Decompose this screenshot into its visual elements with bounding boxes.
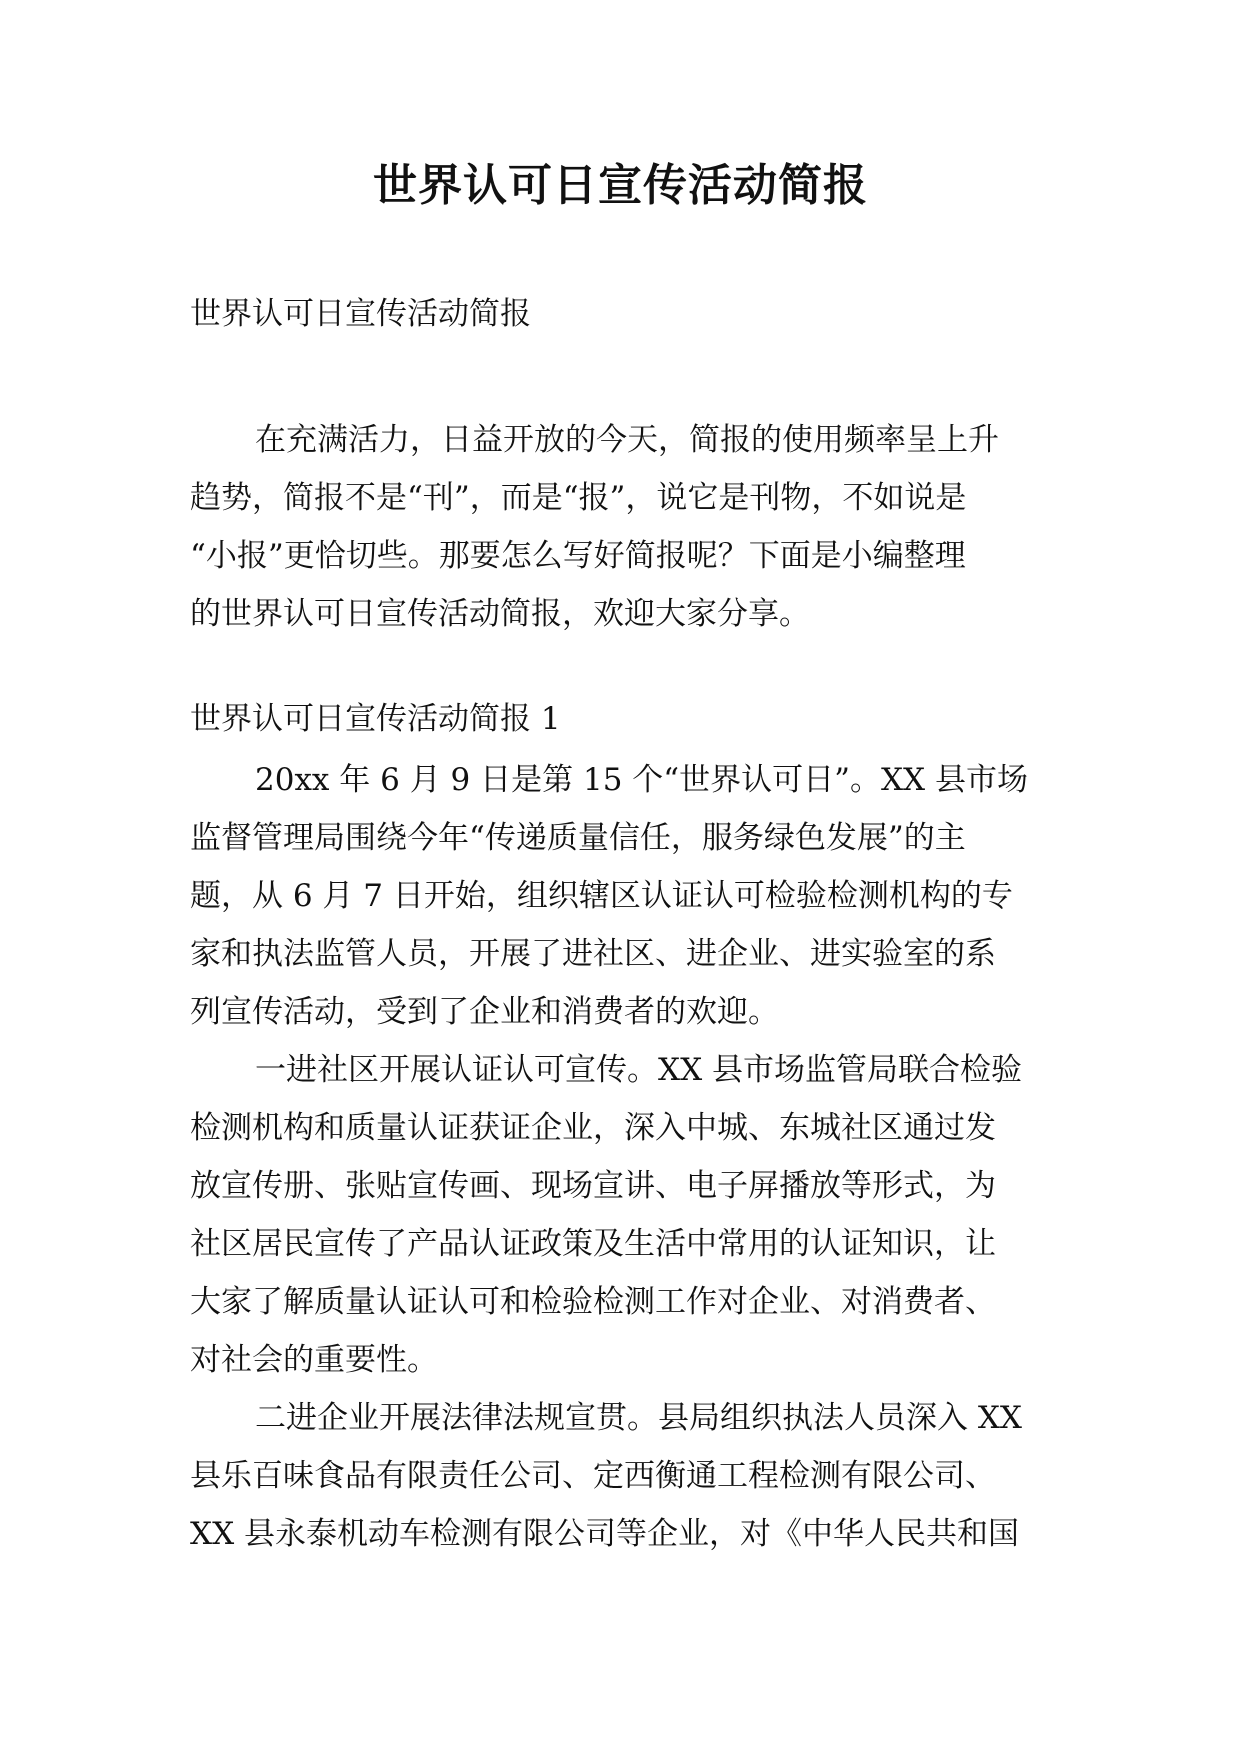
intro-paragraph <box>190 411 1052 643</box>
body-line: 放宣传册、张贴宣传画、现场宣讲、电子屏播放等形式，为 <box>190 1168 996 1204</box>
section-heading: 世界认可日宣传活动简报 1 <box>190 701 561 737</box>
body-line: 大家了解质量认证认可和检验检测工作对企业、对消费者、 <box>190 1284 996 1320</box>
intro-line: 的世界认可日宣传活动简报，欢迎大家分享。 <box>190 596 810 632</box>
body-line: 题，从 6 月 7 日开始，组织辖区认证认可检验检测机构的专 <box>190 878 1013 914</box>
intro-line: 趋势，简报不是“刊”，而是“报”，说它是刊物，不如说是 <box>190 480 967 516</box>
body-line: 二进企业开展法律法规宣贯。县局组织执法人员深入 XX <box>255 1400 1022 1436</box>
body-line: 监督管理局围绕今年“传递质量信任，服务绿色发展”的主 <box>190 820 966 856</box>
intro-line: “小报”更恰切些。那要怎么写好简报呢？下面是小编整理 <box>190 538 966 574</box>
body-line: 一进社区开展认证认可宣传。XX 县市场监管局联合检验 <box>255 1052 1022 1088</box>
body-line: 检测机构和质量认证获证企业，深入中城、东城社区通过发 <box>190 1110 996 1146</box>
body-line: 县乐百味食品有限责任公司、定西衡通工程检测有限公司、 <box>190 1458 996 1494</box>
body-line: 家和执法监管人员，开展了进社区、进企业、进实验室的系 <box>190 936 996 972</box>
section-body <box>190 751 1052 1563</box>
document-title: 世界认可日宣传活动简报 <box>373 160 868 211</box>
body-line: 列宣传活动，受到了企业和消费者的欢迎。 <box>190 994 779 1030</box>
intro-line: 在充满活力，日益开放的今天，简报的使用频率呈上升 <box>255 422 999 458</box>
body-line: 20xx 年 6 月 9 日是第 15 个“世界认可日”。XX 县市场 <box>255 762 1028 798</box>
body-line: 对社会的重要性。 <box>190 1342 438 1378</box>
body-line: 社区居民宣传了产品认证政策及生活中常用的认证知识，让 <box>190 1226 996 1262</box>
document-subtitle: 世界认可日宣传活动简报 <box>190 296 531 332</box>
body-line: XX 县永泰机动车检测有限公司等企业，对《中华人民共和国 <box>190 1516 1019 1552</box>
